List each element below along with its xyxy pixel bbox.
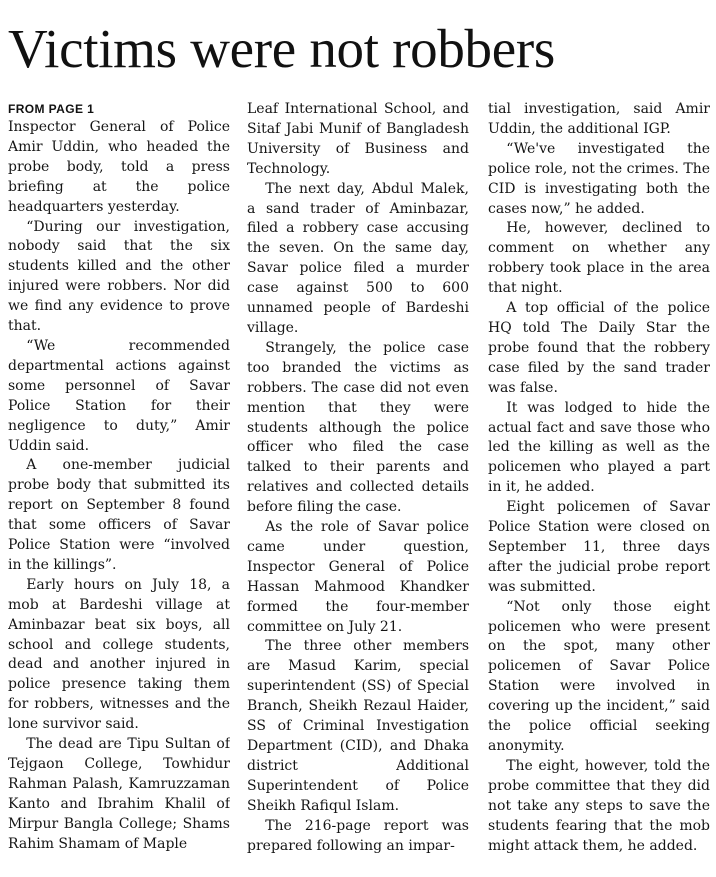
paragraph: The three other members are Masud Karim, special superintendent (SS) of Special Branch, Sheikh Rezaul Haider, SS of Criminal Investigation Department (CID), and Dhaka district Additional Superintendent of Police Sheikh Rafiqul Islam. xyxy=(247,638,469,814)
paragraph: He, however, declined to comment on whether any robbery took place in the area that night. xyxy=(488,220,710,297)
article-column-3 xyxy=(488,100,710,876)
paragraph: The eight, however, told the probe committee that they did not take any steps to save the students fearing that the mob might attack them, he added. xyxy=(488,757,710,854)
article-column-2 xyxy=(247,100,469,876)
paragraph: The dead are Tipu Sultan of Tejgaon College, Towhidur Rahman Palash, Kamruzzaman Kanto and Ibrahim Khalil of Mirpur Bangla College; Shams Rahim Shamam of Maple xyxy=(8,736,230,852)
paragraph: tial investigation, said Amir Uddin, the additional IGP. xyxy=(488,101,710,137)
paragraph: As the role of Savar police came under question, Inspector General of Police Hassan Mahmood Khandker formed the four-member committee on July 21. xyxy=(247,519,469,635)
headline: Victims were not robbers xyxy=(8,18,555,79)
paragraph: Eight policemen of Savar Police Station were closed on September 11, three days after the judicial probe report was submitted. xyxy=(488,499,710,595)
paragraph: The next day, Abdul Malek, a sand trader of Aminbazar, filed a robbery case accusing the seven. On the same day, Savar police filed a murder case against 500 to 600 unnamed people of Bardeshi village. xyxy=(247,180,469,336)
paragraph: Inspector General of Police Amir Uddin, who headed the probe body, told a press briefing at the police headquarters yesterday. xyxy=(8,119,230,215)
paragraph: Leaf International School, and Sitaf Jabi Munif of Bangladesh University of Business and Technology. xyxy=(247,101,469,177)
dateline: FROM PAGE 1 xyxy=(8,102,95,116)
paragraph: “We've investigated the police role, not the crimes. The CID is investigating both the cases now,” he added. xyxy=(488,140,710,217)
paragraph: “Not only those eight policemen who were present on the spot, many other policemen of Savar Police Station were involved in covering up the incident,” said the police official seeking anonymity. xyxy=(488,598,710,754)
paragraph: A one-member judicial probe body that submitted its report on September 8 found that some officers of Savar Police Station were “involved in the killings”. xyxy=(8,457,230,573)
paragraph: The 216-page report was prepared following an impar- xyxy=(247,817,469,854)
paragraph: “During our investigation, nobody said that the six students killed and the other injured were robbers. Nor did we find any evidence to prove that. xyxy=(8,218,230,335)
paragraph: “We recommended departmental actions against some personnel of Savar Police Station for their negligence to duty,” Amir Uddin said. xyxy=(8,337,230,454)
paragraph: It was lodged to hide the actual fact and save those who led the killing as well as the policemen who played a part in it, he added. xyxy=(488,399,710,496)
article-column-1 xyxy=(8,100,230,876)
paragraph: Strangely, the police case too branded the victims as robbers. The case did not even mention that they were students although the police officer who filed the case talked to their parents and relatives and collected details before filing the case. xyxy=(247,339,469,516)
paragraph: Early hours on July 18, a mob at Bardeshi village at Aminbazar beat six boys, all school and college students, dead and another injured in police presence taking them for robbers, witnesses and the lone survivor said. xyxy=(8,576,230,733)
paragraph: A top official of the police HQ told The Daily Star the probe found that the robbery case filed by the sand trader was false. xyxy=(488,300,710,396)
